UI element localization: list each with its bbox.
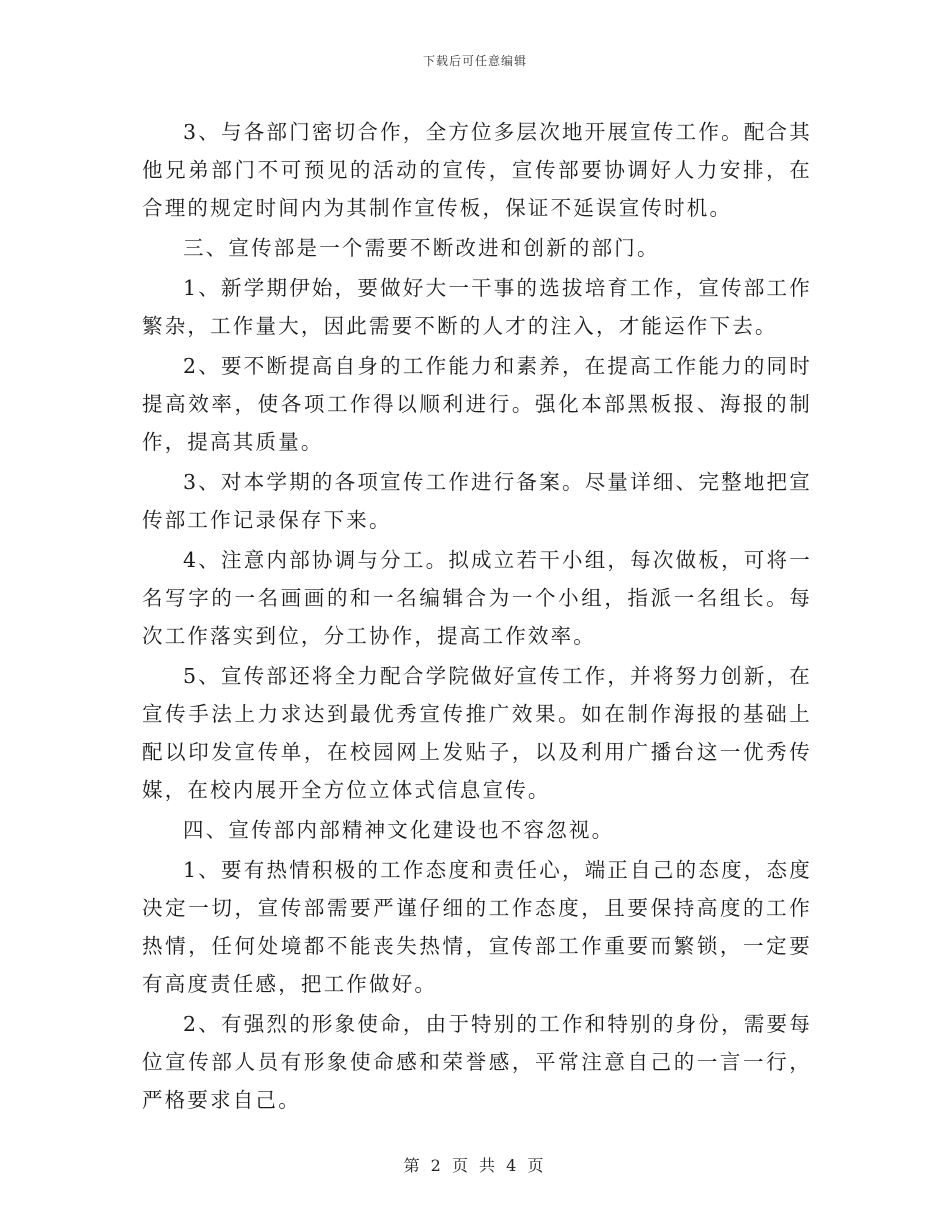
paragraph: 2、要不断提高自身的工作能力和素养，在提高工作能力的同时提高效率，使各项工作得以顺利进行。强化本部黑板报、海报的制作，提高其质量。 xyxy=(142,354,812,454)
paragraph: 2、有强烈的形象使命，由于特别的工作和特别的身份，需要每位宣传部人员有形象使命感和荣誉感，平常注意自己的一言一行，严格要求自己。 xyxy=(142,1012,812,1112)
paragraph: 1、新学期伊始，要做好大一干事的选拔培育工作，宣传部工作繁杂，工作量大，因此需要不断的人才的注入，才能运作下去。 xyxy=(142,276,812,338)
paragraph: 4、注意内部协调与分工。拟成立若干小组，每次做板，可将一名写字的一名画画的和一名编辑合为一个小组，指派一名组长。每次工作落实到位，分工协作，提高工作效率。 xyxy=(142,548,812,648)
section-heading: 三、宣传部是一个需要不断改进和创新的部门。 xyxy=(183,236,660,260)
paragraph: 3、对本学期的各项宣传工作进行备案。尽量详细、完整地把宣传部工作记录保存下来。 xyxy=(142,470,812,532)
section-heading: 四、宣传部内部精神文化建设也不容忽视。 xyxy=(183,818,615,842)
header-note: 下载后可任意编辑 xyxy=(422,54,527,68)
paragraph: 5、宣传部还将全力配合学院做好宣传工作，并将努力创新，在宣传手法上力求达到最优秀宣传推广效果。如在制作海报的基础上配以印发宣传单，在校园网上发贴子，以及利用广播台这一优秀传媒，在校内展开全方位立体式信息宣传。 xyxy=(142,664,812,802)
paragraph: 1、要有热情积极的工作态度和责任心，端正自己的态度，态度决定一切，宣传部需要严谨仔细的工作态度，且要保持高度的工作热情，任何处境都不能丧失热情，宣传部工作重要而繁锁，一定要有高度责任感，把工作做好。 xyxy=(142,858,812,996)
paragraph: 3、与各部门密切合作，全方位多层次地开展宣传工作。配合其他兄弟部门不可预见的活动的宣传，宣传部要协调好人力安排，在合理的规定时间内为其制作宣传板，保证不延误宣传时机。 xyxy=(142,120,812,220)
document-body xyxy=(142,113,812,1121)
page-number: 第 2 页 共 4 页 xyxy=(403,1156,547,1175)
